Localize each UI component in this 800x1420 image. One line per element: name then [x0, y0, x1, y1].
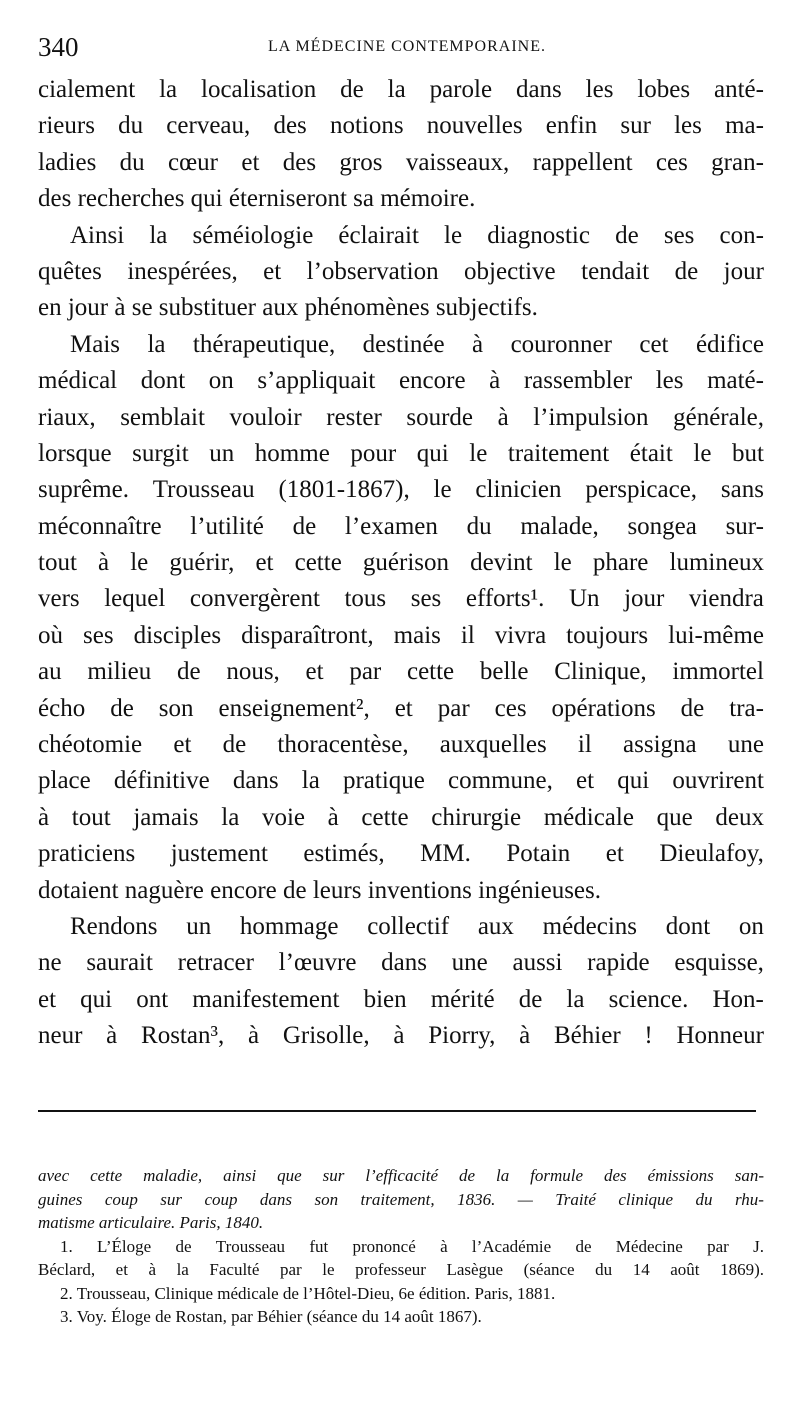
- body-line: neur à Rostan³, à Grisolle, à Piorry, à Béhier ! Honneur: [38, 1022, 764, 1050]
- body-line: écho de son enseignement², et par ces opérations de tra-: [38, 694, 764, 722]
- body-line: où ses disciples disparaîtront, mais il vivra toujours lui-même: [38, 621, 764, 649]
- page-number: 340: [38, 32, 79, 62]
- body-text: [38, 72, 764, 1055]
- body-line: quêtes inespérées, et l’observation objective tendait de jour: [38, 257, 764, 285]
- footnote-separator-rule: [38, 1110, 756, 1112]
- body-line: Ainsi la séméiologie éclairait le diagnostic de ses con-: [70, 221, 764, 249]
- body-line: chéotomie et de thoracentèse, auxquelles il assigna une: [38, 731, 764, 759]
- body-line: méconnaître l’utilité de l’examen du malade, songea sur-: [38, 512, 764, 540]
- body-line: dotaient naguère encore de leurs inventions ingénieuses.: [38, 876, 602, 904]
- body-line: praticiens justement estimés, MM. Potain et Dieulafoy,: [38, 840, 764, 868]
- footnote-line: Béclard, et à la Faculté par le professeur Lasègue (séance du 14 août 1869).: [38, 1260, 764, 1279]
- page-header: [38, 30, 768, 66]
- body-line: ladies du cœur et des gros vaisseaux, rappellent ces gran-: [38, 148, 764, 176]
- body-line: ne saurait retracer l’œuvre dans une aussi rapide esquisse,: [38, 949, 764, 977]
- body-line: place définitive dans la pratique commune, et qui ouvrirent: [38, 767, 764, 795]
- body-line: à tout jamais la voie à cette chirurgie médicale que deux: [38, 803, 764, 831]
- body-line: médical dont on s’appliquait encore à rassembler les maté-: [38, 367, 764, 395]
- body-line: riaux, semblait vouloir rester sourde à l’impulsion générale,: [38, 403, 764, 431]
- footnote-line: avec cette maladie, ainsi que sur l’efficacité de la formule des émissions san-: [38, 1166, 764, 1185]
- body-line: tout à le guérir, et cette guérison devint le phare lumineux: [38, 549, 764, 577]
- body-line: rieurs du cerveau, des notions nouvelles enfin sur les ma-: [38, 112, 764, 140]
- body-line: Rendons un hommage collectif aux médecins dont on: [70, 912, 764, 940]
- body-line: Mais la thérapeutique, destinée à couronner cet édifice: [70, 330, 764, 358]
- footnote-line: 3. Voy. Éloge de Rostan, par Béhier (séance du 14 août 1867).: [60, 1307, 482, 1326]
- footnote-line: matisme articulaire. Paris, 1840.: [38, 1213, 264, 1232]
- body-line: vers lequel convergèrent tous ses efforts¹. Un jour viendra: [38, 585, 764, 613]
- footnotes: [38, 1164, 764, 1329]
- body-line: et qui ont manifestement bien mérité de la science. Hon-: [38, 985, 764, 1013]
- footnote-line: 1. L’Éloge de Trousseau fut prononcé à l’Académie de Médecine par J.: [60, 1236, 764, 1256]
- body-line: suprême. Trousseau (1801-1867), le clinicien perspicace, sans: [38, 476, 764, 504]
- body-line: lorsque surgit un homme pour qui le traitement était le but: [38, 439, 764, 467]
- footnote-line: 2. Trousseau, Clinique médicale de l’Hôtel-Dieu, 6e édition. Paris, 1881.: [60, 1283, 556, 1303]
- body-line: des recherches qui éterniseront sa mémoire.: [38, 185, 476, 213]
- footnote-line: guines coup sur coup dans son traitement, 1836. — Traité clinique du rhu-: [38, 1189, 764, 1209]
- body-line: cialement la localisation de la parole dans les lobes anté-: [38, 76, 764, 103]
- body-line: en jour à se substituer aux phénomènes subjectifs.: [38, 294, 538, 322]
- running-title: LA MÉDECINE CONTEMPORAINE.: [268, 38, 546, 55]
- body-line: au milieu de nous, et par cette belle Clinique, immortel: [38, 658, 764, 686]
